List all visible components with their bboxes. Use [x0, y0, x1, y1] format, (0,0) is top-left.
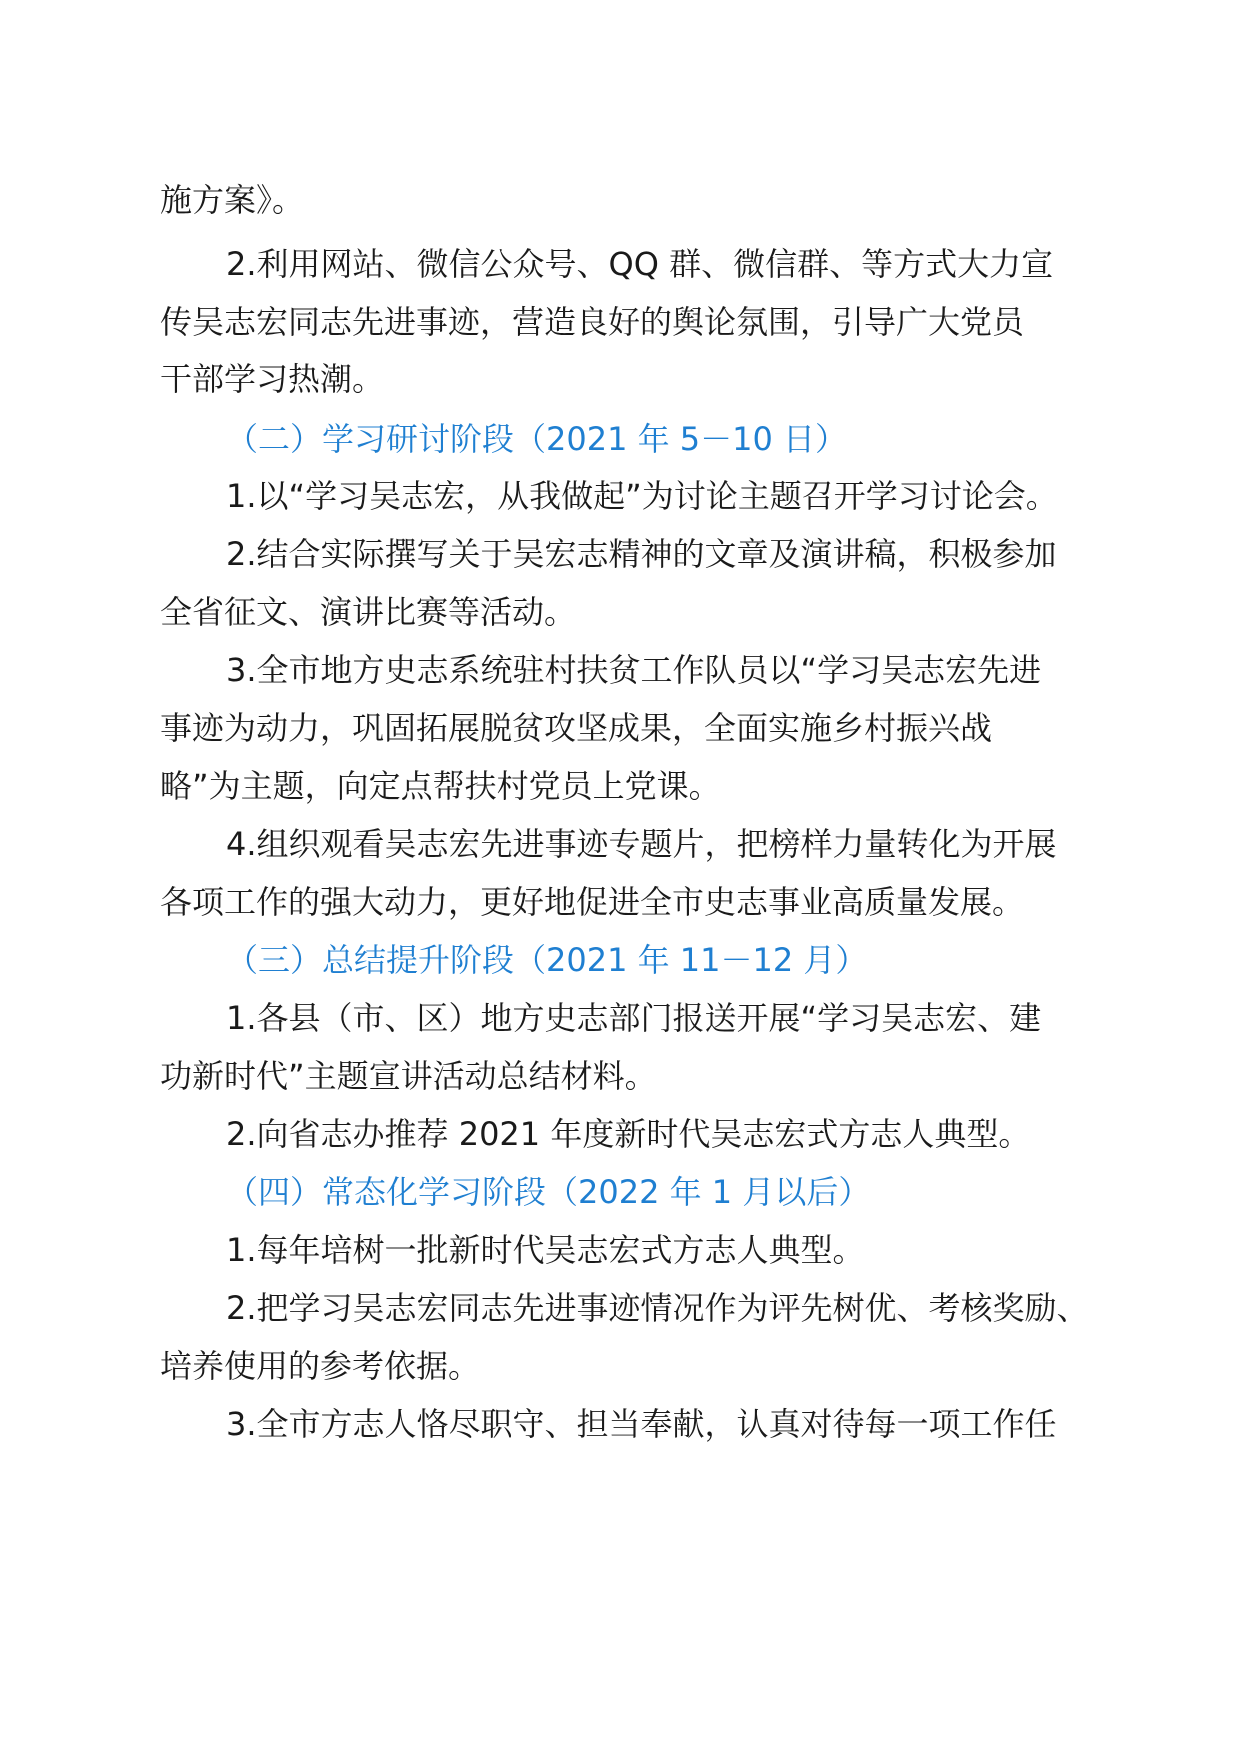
text-line: 功新时代”主题宣讲活动总结材料。	[160, 1057, 657, 1095]
text-line: 施方案》。	[160, 181, 305, 219]
section-heading: （三）总结提升阶段（2021 年 11－12 月）	[226, 941, 868, 979]
text-line: 2.结合实际撰写关于吴宏志精神的文章及演讲稿，积极参加	[226, 535, 1057, 573]
text-line: 3.全市地方史志系统驻村扶贫工作队员以“学习吴志宏先进	[226, 651, 1042, 689]
text-line: 培养使用的参考依据。	[160, 1347, 481, 1385]
text-line: 2.向省志办推荐 2021 年度新时代吴志宏式方志人典型。	[226, 1115, 1031, 1153]
text-line: 各项工作的强大动力，更好地促进全市史志事业高质量发展。	[160, 883, 1025, 921]
text-line: 1.各县（市、区）地方史志部门报送开展“学习吴志宏、建	[226, 999, 1042, 1037]
text-line: 2.把学习吴志宏同志先进事迹情况作为评先树优、考核奖励、	[226, 1289, 1089, 1327]
text-line: 3.全市方志人恪尽职守、担当奉献，认真对待每一项工作任	[226, 1405, 1057, 1443]
text-line: 干部学习热潮。	[160, 360, 385, 398]
text-line: 传吴志宏同志先进事迹，营造良好的舆论氛围，引导广大党员	[160, 303, 1025, 341]
text-line: 略”为主题，向定点帮扶村党员上党课。	[160, 767, 721, 805]
section-heading: （四）常态化学习阶段（2022 年 1 月以后）	[226, 1173, 871, 1211]
text-line: 4.组织观看吴志宏先进事迹专题片，把榜样力量转化为开展	[226, 825, 1057, 863]
text-line: 1.以“学习吴志宏，从我做起”为讨论主题召开学习讨论会。	[226, 477, 1058, 515]
section-heading: （二）学习研讨阶段（2021 年 5－10 日）	[226, 420, 848, 458]
text-line: 1.每年培树一批新时代吴志宏式方志人典型。	[226, 1231, 865, 1269]
text-line: 事迹为动力，巩固拓展脱贫攻坚成果，全面实施乡村振兴战	[160, 709, 993, 747]
text-line: 2.利用网站、微信公众号、QQ 群、微信群、等方式大力宣	[226, 245, 1054, 283]
text-line: 全省征文、演讲比赛等活动。	[160, 593, 577, 631]
